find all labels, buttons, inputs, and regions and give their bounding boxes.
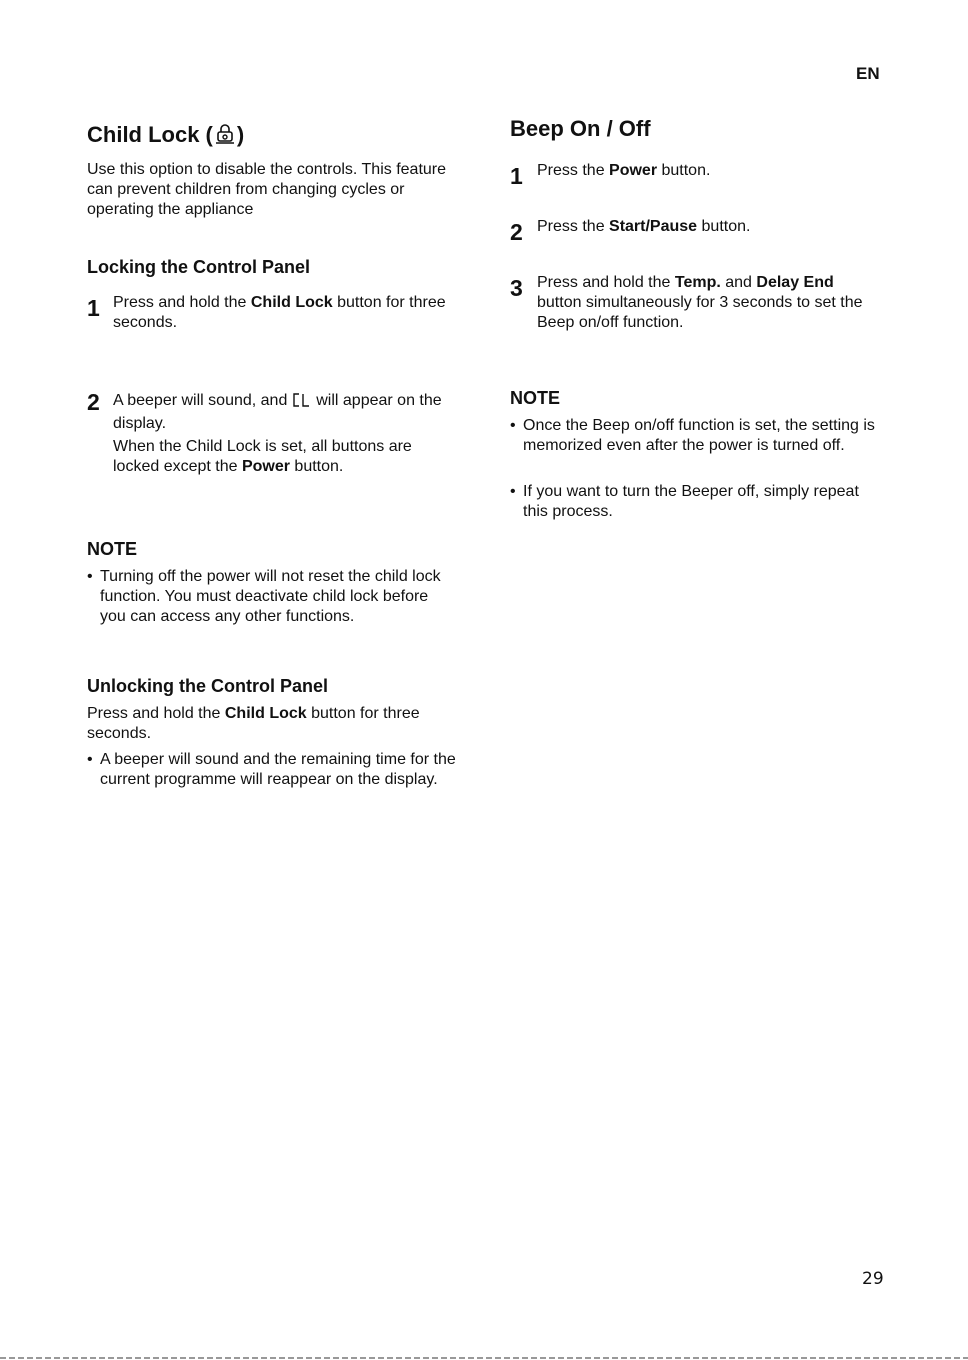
step-text: Press and hold the: [537, 274, 675, 291]
child-lock-button-name: Child Lock: [224, 705, 307, 722]
step-text: Press and hold the: [87, 705, 225, 722]
locking-step-2-text: [113, 391, 458, 434]
left-note-item: • Turning off the power will not reset the child lock function. You must deactivate child lock before you can access any other functions.: [87, 567, 455, 627]
page-number: 29: [862, 1269, 884, 1289]
child-lock-title: [87, 122, 244, 151]
delay-end-button-name: Delay End: [756, 274, 834, 291]
locking-heading: Locking the Control Panel: [87, 257, 311, 277]
locking-step-1-number: 1: [87, 295, 100, 321]
left-note-heading: NOTE: [87, 539, 138, 559]
right-note-item-2: • If you want to turn the Beeper off, simply repeat this process.: [510, 482, 888, 522]
page-bottom-divider: [0, 1357, 968, 1359]
cl-display-icon: [292, 392, 312, 414]
child-lock-icon: [215, 123, 235, 151]
step-text: A beeper will sound, and: [113, 392, 292, 409]
language-label: EN: [856, 64, 880, 83]
beep-step-3-text: [537, 273, 882, 333]
locking-step-2-number: 2: [87, 389, 100, 415]
step-text: button.: [289, 458, 344, 475]
beep-step-2-text: [537, 217, 882, 237]
step-text: button for three seconds.: [113, 294, 446, 331]
child-lock-title-suffix: ): [236, 122, 245, 147]
beep-title: Beep On / Off: [510, 116, 651, 141]
step-text: button.: [697, 218, 751, 235]
step-text: Press the: [537, 218, 610, 235]
step-text: When the Child Lock is set, all buttons are locked except the: [113, 438, 412, 475]
start-pause-button-name: Start/Pause: [609, 218, 698, 235]
step-text: button for three seconds.: [87, 705, 420, 742]
locking-step-2-extra: [113, 437, 458, 477]
step-text: Press the: [537, 162, 610, 179]
temp-button-name: Temp.: [674, 274, 721, 291]
step-text: Press and hold the: [113, 294, 251, 311]
unlocking-bullet: • A beeper will sound and the remaining time for the current programme will reappear on the display.: [87, 750, 470, 790]
right-note-heading: NOTE: [510, 388, 561, 408]
child-lock-button-name: Child Lock: [250, 294, 333, 311]
unlocking-text: [87, 704, 472, 744]
beep-step-2-number: 2: [510, 219, 523, 245]
power-button-name: Power: [241, 458, 290, 475]
step-text: will appear on the display.: [113, 392, 442, 432]
right-note-item-1: • Once the Beep on/off function is set, the setting is memorized even after the power is turned off.: [510, 416, 888, 456]
step-text: and: [720, 274, 757, 291]
beep-step-1-number: 1: [510, 163, 523, 189]
power-button-name: Power: [609, 162, 658, 179]
child-lock-title-prefix: Child Lock (: [87, 122, 213, 147]
step-text: button simultaneously for 3 seconds to set the Beep on/off function.: [537, 294, 863, 331]
locking-step-1-text: [113, 293, 458, 333]
beep-step-1-text: [537, 161, 882, 181]
child-lock-intro: Use this option to disable the controls. This feature can prevent children from changing cycles or operating the appliance: [87, 161, 447, 218]
step-text: button.: [657, 162, 711, 179]
unlocking-heading: Unlocking the Control Panel: [87, 676, 329, 696]
beep-step-3-number: 3: [510, 275, 523, 301]
